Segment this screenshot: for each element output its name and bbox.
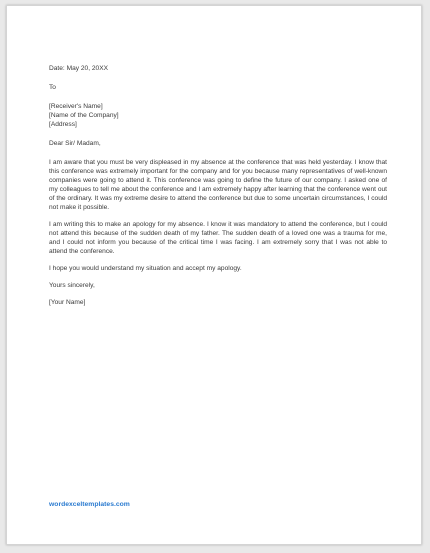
letter-to: To	[49, 84, 56, 91]
website-link[interactable]: wordexceltemplates.com	[49, 501, 130, 508]
letter-body	[49, 64, 387, 307]
company-name: [Name of the Company]	[49, 112, 119, 119]
paragraph-1: I am aware that you must be very displeased in my absence at the conference that was held yesterday. I know that this conference was extremely important for the company and for you because many representatives of well-known companies were going to attend it. This conference was going to define the future of our company. I asked one of my colleagues to tell me about the conference and I am extremely happy after learning that the conference went out of the ordinary. It was my extreme desire to attend the conference but due to some uncertain circumstances, I could not make it possible.	[49, 159, 387, 211]
receiver-name: [Receiver's Name]	[49, 103, 103, 110]
receiver-address: [Address]	[49, 121, 77, 128]
letter-date: Date: May 20, 20XX	[49, 65, 109, 72]
paragraph-3: I hope you would understand my situation and accept my apology.	[49, 265, 242, 272]
document-page	[6, 5, 422, 545]
salutation: Dear Sir/ Madam,	[49, 140, 101, 147]
signature-placeholder: [Your Name]	[49, 299, 86, 306]
paragraph-2: I am writing this to make an apology for my absence. I know it was mandatory to attend the conference, but I could not attend this because of the sudden death of my father. The sudden death of a loved one was a trauma for me, and I could not inform you because of the critical time I was facing. I am extremely sorry that I was not able to attend the conference.	[49, 221, 387, 255]
closing: Yours sincerely,	[49, 282, 95, 289]
